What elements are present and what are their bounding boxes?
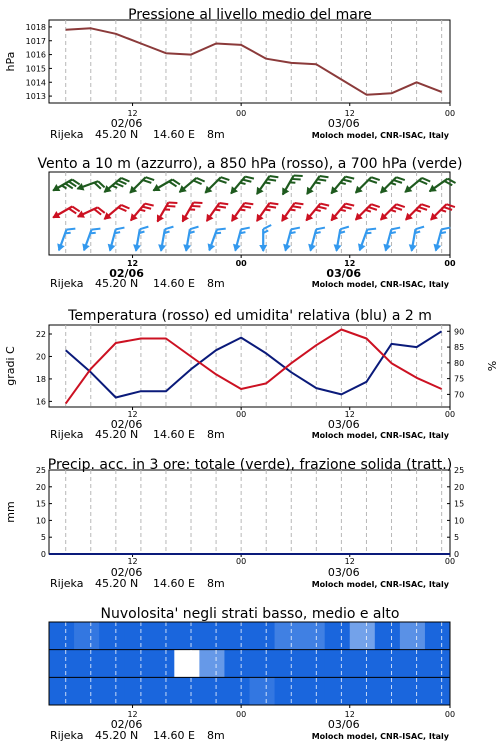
time-tick-label: 00 <box>236 410 247 419</box>
location-name: Rijeka <box>50 577 84 590</box>
time-tick-label: 00 <box>444 710 456 719</box>
location-lat: 45.20 N <box>95 729 139 742</box>
cloud-cell <box>350 650 376 678</box>
time-tick-label: 00 <box>444 557 456 566</box>
time-tick-label: 00 <box>236 710 247 719</box>
location-elev: 8m <box>207 729 225 742</box>
cloud-cell <box>250 677 276 705</box>
y-tick-label: 10 <box>35 516 46 526</box>
cloud-cell <box>300 622 326 650</box>
y-tick-label: 0 <box>40 550 46 559</box>
cloud-cell <box>174 650 200 678</box>
panel-title: Temperatura (rosso) ed umidita' relativa (blu) a 2 m <box>68 308 432 324</box>
cloud-cell <box>99 650 125 678</box>
cloud-cell <box>300 650 326 678</box>
cloud-cell <box>350 677 376 705</box>
date-label: 03/06 <box>326 267 362 280</box>
cloud-cell <box>275 622 301 650</box>
cloud-cell <box>149 622 175 650</box>
cloud-cell <box>99 622 125 650</box>
location-lat: 45.20 N <box>95 428 139 441</box>
time-tick-label: 12 <box>344 109 355 118</box>
cloud-cell <box>300 677 326 705</box>
cloud-cell <box>174 622 200 650</box>
y-tick-label: 20 <box>35 352 46 362</box>
location-lon: 14.60 E <box>153 277 195 290</box>
cloud-cell <box>425 622 451 650</box>
cloud-cell <box>199 650 225 678</box>
date-label: 02/06 <box>110 566 143 579</box>
cloud-cell <box>425 650 451 678</box>
y-tick-label-right: 85 <box>454 343 465 353</box>
date-label: 03/06 <box>327 566 360 579</box>
time-tick-label: 12 <box>127 109 138 118</box>
cloud-cell <box>375 650 401 678</box>
cloud-cell <box>174 677 200 705</box>
location-lon: 14.60 E <box>153 128 195 141</box>
model-credit: Moloch model, CNR-ISAC, Italy <box>311 580 449 589</box>
y-tick-label-right: 80 <box>454 358 465 368</box>
y-tick-label: 1016 <box>25 50 46 60</box>
cloud-cell <box>400 677 426 705</box>
cloud-cell <box>275 650 301 678</box>
cloud-cell <box>224 622 250 650</box>
cloud-cell <box>350 622 376 650</box>
location-lon: 14.60 E <box>153 729 195 742</box>
time-tick-label: 12 <box>344 410 355 419</box>
panel-title: Nuvolosita' negli strati basso, medio e alto <box>100 606 400 622</box>
model-credit: Moloch model, CNR-ISAC, Italy <box>311 431 449 440</box>
y-tick-label: 22 <box>35 329 46 339</box>
y-tick-label: 1015 <box>25 64 46 74</box>
y-tick-label-right: 5 <box>454 533 460 543</box>
location-name: Rijeka <box>50 128 84 141</box>
cloud-cell <box>74 677 100 705</box>
time-tick-label: 00 <box>444 109 456 118</box>
cloud-cell <box>224 650 250 678</box>
cloud-cell <box>325 677 351 705</box>
plot-frame <box>49 325 450 407</box>
y-tick-label: 18 <box>35 374 46 384</box>
cloud-cell <box>250 650 276 678</box>
location-name: Rijeka <box>50 277 84 290</box>
time-tick-label: 12 <box>127 557 138 566</box>
y-tick-label-right: 25 <box>454 466 465 475</box>
panel-3 <box>4 308 498 441</box>
y-tick-label-right: 70 <box>454 390 465 400</box>
cloud-cell <box>149 650 175 678</box>
time-tick-label: 00 <box>235 259 247 268</box>
cloud-cell <box>124 650 150 678</box>
cloud-cell <box>250 622 276 650</box>
date-label: 02/06 <box>109 267 144 280</box>
location-name: Rijeka <box>50 428 84 441</box>
location-elev: 8m <box>207 277 225 290</box>
model-credit: Moloch model, CNR-ISAC, Italy <box>311 280 449 289</box>
y-tick-label: 20 <box>35 482 46 492</box>
y-tick-label: 1018 <box>25 22 46 32</box>
cloud-cell <box>224 677 250 705</box>
time-tick-label: 00 <box>444 259 456 268</box>
y-tick-label-right: 20 <box>454 482 465 492</box>
y-tick-label: 16 <box>35 397 46 407</box>
y-tick-label-right: 75 <box>454 374 465 384</box>
location-name: Rijeka <box>50 729 84 742</box>
date-label: 02/06 <box>110 117 143 130</box>
location-lon: 14.60 E <box>153 577 195 590</box>
cloud-cell <box>325 622 351 650</box>
time-tick-label: 00 <box>236 557 247 566</box>
cloud-cell <box>275 677 301 705</box>
y-tick-label: 1013 <box>25 92 46 102</box>
cloud-cell <box>149 677 175 705</box>
location-lat: 45.20 N <box>95 277 139 290</box>
cloud-cell <box>325 650 351 678</box>
plot-frame <box>49 470 450 554</box>
time-tick-label: 00 <box>444 410 456 419</box>
date-label: 03/06 <box>327 117 360 130</box>
panel-2 <box>37 156 462 290</box>
y-tick-label-right: 90 <box>454 327 465 337</box>
time-tick-label: 12 <box>126 259 139 268</box>
time-tick-label: 12 <box>344 259 356 268</box>
date-label: 03/06 <box>327 418 360 431</box>
cloud-cell <box>425 677 451 705</box>
cloud-cell <box>74 650 100 678</box>
location-elev: 8m <box>207 428 225 441</box>
cloud-cell <box>49 677 75 705</box>
panel-1 <box>4 7 455 141</box>
time-tick-label: 12 <box>344 557 355 566</box>
model-credit: Moloch model, CNR-ISAC, Italy <box>311 131 449 140</box>
y-tick-label: 5 <box>40 533 46 543</box>
model-credit: Moloch model, CNR-ISAC, Italy <box>311 732 449 741</box>
cloud-cell <box>375 677 401 705</box>
location-elev: 8m <box>207 128 225 141</box>
cloud-cell <box>49 650 75 678</box>
y-tick-label: 15 <box>35 499 46 509</box>
cloud-cell <box>199 677 225 705</box>
y-tick-label-right: 15 <box>454 499 465 509</box>
y-tick-label: 25 <box>35 466 46 475</box>
cloud-cell <box>124 677 150 705</box>
time-tick-label: 12 <box>344 710 355 719</box>
panel-5 <box>49 606 455 742</box>
date-label: 03/06 <box>327 718 360 731</box>
date-label: 02/06 <box>110 418 143 431</box>
panel-title: Pressione al livello medio del mare <box>128 7 372 23</box>
date-label: 02/06 <box>110 718 143 731</box>
cloud-cell <box>400 650 426 678</box>
cloud-cell <box>99 677 125 705</box>
panel-title: Vento a 10 m (azzurro), a 850 hPa (rosso), a 700 hPa (verde) <box>37 156 463 172</box>
panel-4 <box>4 457 464 590</box>
time-tick-label: 00 <box>236 109 247 118</box>
time-tick-label: 12 <box>127 710 138 719</box>
location-lat: 45.20 N <box>95 128 139 141</box>
y-tick-label: 1017 <box>25 36 46 46</box>
y-tick-label-right: 10 <box>454 516 465 526</box>
y-tick-label-right: 0 <box>454 550 460 559</box>
cloud-cell <box>375 622 401 650</box>
y-tick-label: 1014 <box>25 78 46 88</box>
panel-title: Precip. acc. in 3 ore: totale (verde), frazione solida (tratt.) <box>47 457 453 473</box>
time-tick-label: 12 <box>127 410 138 419</box>
cloud-cell <box>400 622 426 650</box>
cloud-cell <box>199 622 225 650</box>
cloud-cell <box>49 622 75 650</box>
y-axis-label: hPa <box>4 51 17 72</box>
cloud-cell <box>74 622 100 650</box>
y-axis-label: gradi C <box>4 346 17 386</box>
cloud-cell <box>124 622 150 650</box>
location-lat: 45.20 N <box>95 577 139 590</box>
y-axis-label-right: % <box>485 360 498 372</box>
location-lon: 14.60 E <box>153 428 195 441</box>
y-axis-label: mm <box>4 501 17 523</box>
location-elev: 8m <box>207 577 225 590</box>
